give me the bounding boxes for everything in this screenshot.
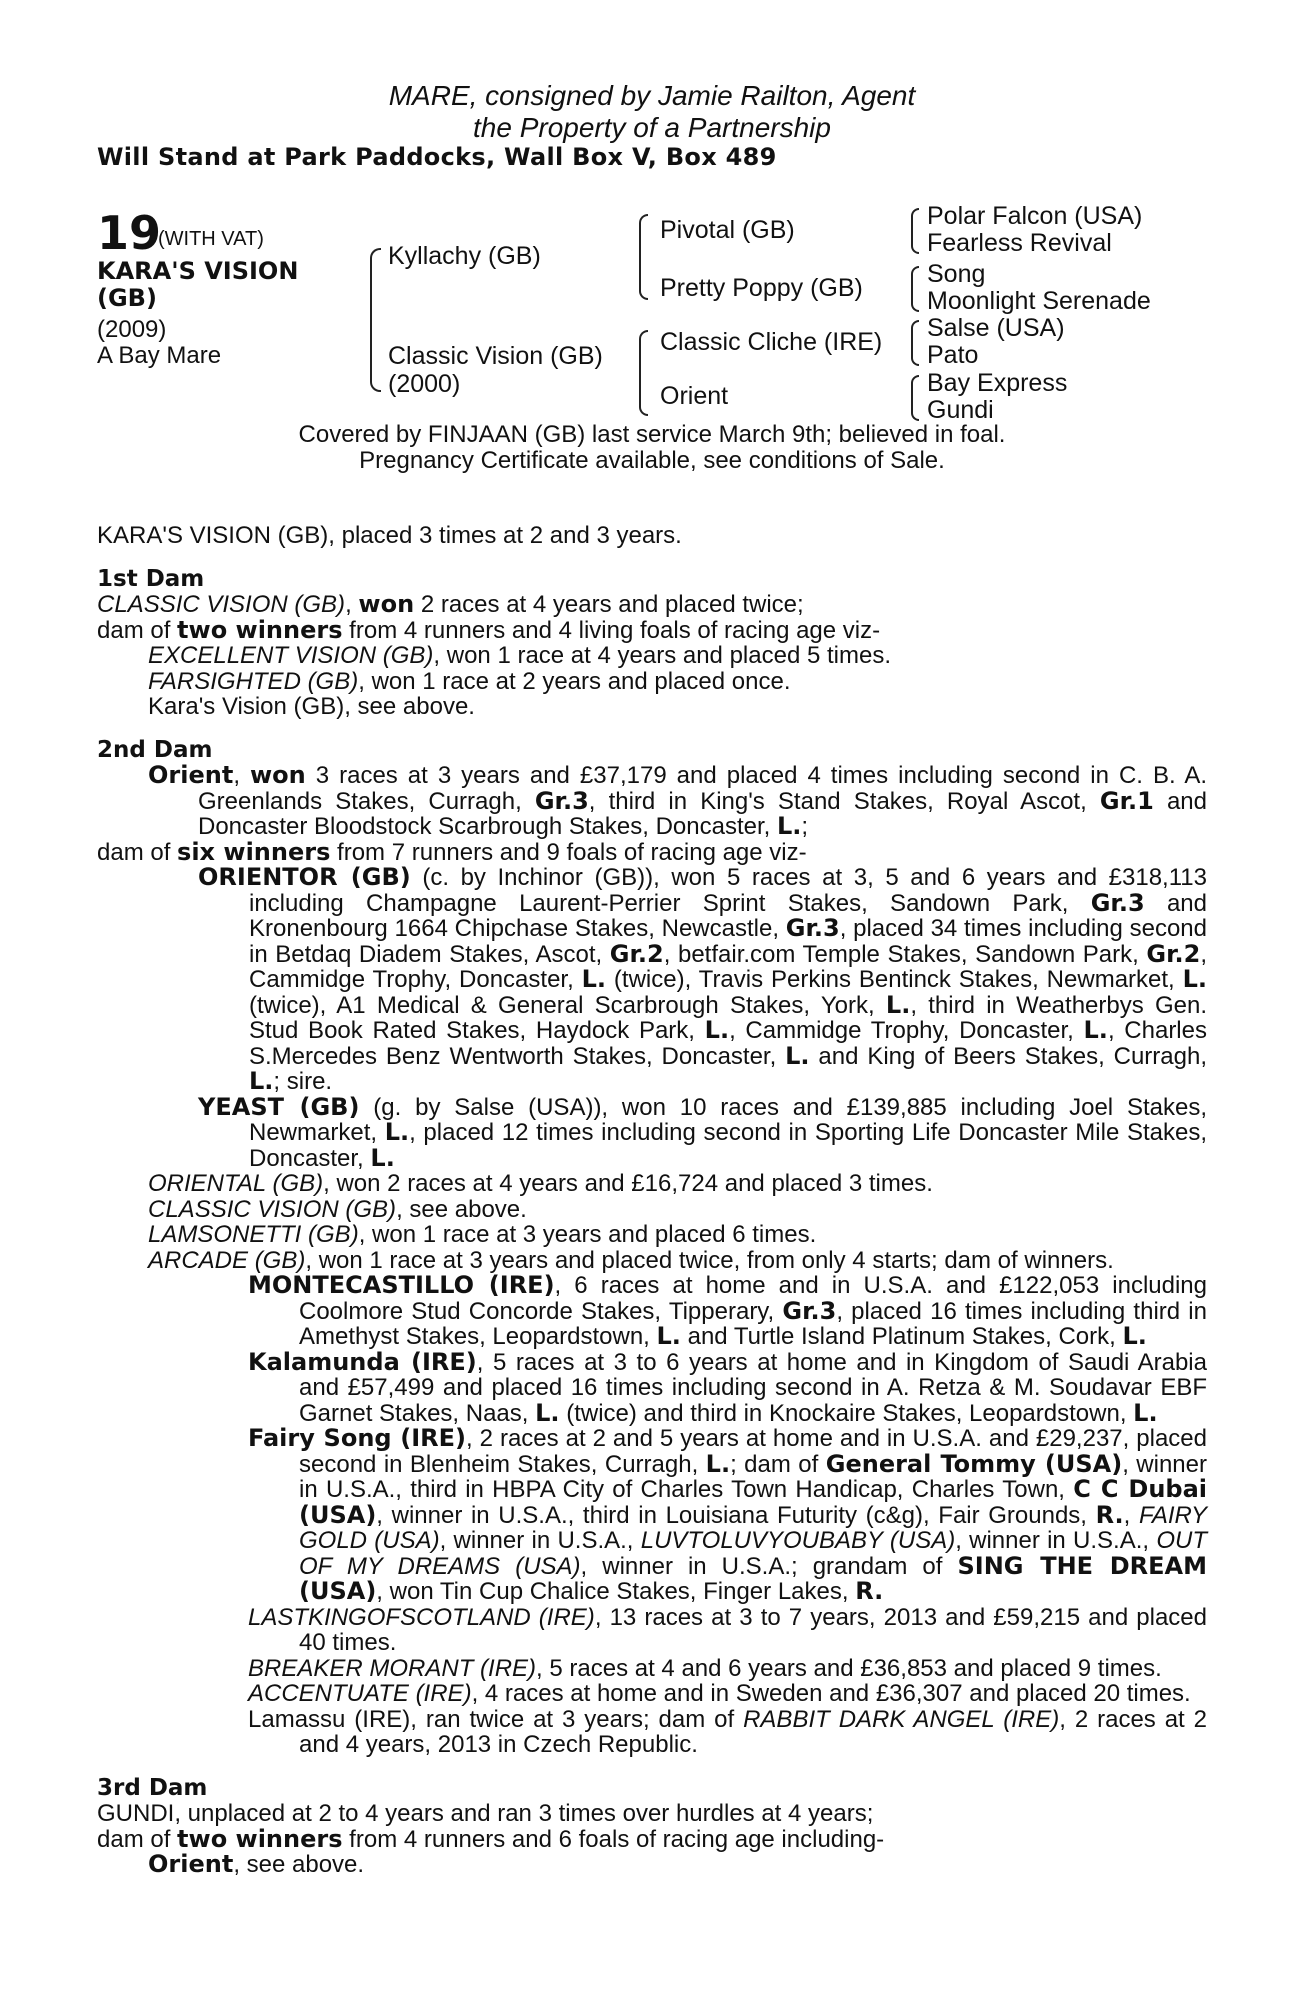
produce-breaker-morant: BREAKER MORANT (IRE), 5 races at 4 and 6 years and £36,853 and placed 9 times. bbox=[248, 1654, 1162, 1682]
produce-lamassu: Lamassu (IRE), ran twice at 3 years; dam of RABBIT DARK ANGEL (IRE), 2 races at 2 and 4 years, 2013 in Czech Republic. bbox=[248, 1705, 1207, 1758]
produce-karas-vision: Kara's Vision (GB), see above. bbox=[148, 693, 475, 720]
pedigree-g3: Song bbox=[927, 260, 986, 288]
produce-kalamunda: Kalamunda (IRE), 5 races at 3 to 6 years at home and in Kingdom of Saudi Arabia and £57,499 and placed 16 times including second in A. Retza & M. Soudavar EBF Garnet Stakes, Naas, L. (twice) and third in Knockaire Stakes, Leopardstown, L. bbox=[248, 1347, 1207, 1427]
pedigree-g8: Gundi bbox=[927, 396, 994, 424]
second-dam-heading: 2nd Dam bbox=[97, 736, 213, 763]
pregnancy-note: Pregnancy Certificate available, see conditions of Sale. bbox=[359, 447, 945, 474]
brace-g3 bbox=[911, 320, 919, 366]
pedigree-g2: Fearless Revival bbox=[927, 229, 1112, 257]
vat-note: (WITH VAT) bbox=[158, 228, 264, 250]
foaling-year: (2009) bbox=[97, 316, 167, 343]
stand-location: Will Stand at Park Paddocks, Wall Box V, Box 489 bbox=[97, 143, 777, 171]
pedigree-g4: Moonlight Serenade bbox=[927, 287, 1151, 315]
first-dam-record: CLASSIC VISION (GB), won 2 races at 4 years and placed twice; bbox=[97, 590, 804, 618]
produce-oriental: ORIENTAL (GB), won 2 races at 4 years and £16,724 and placed 3 times. bbox=[148, 1170, 933, 1197]
second-dam-record: Orient, won 3 races at 3 years and £37,179 and placed 4 times including second in C. B. A. Greenlands Stakes, Curragh, Gr.3, third in King's Stand Stakes, Royal Ascot, Gr.1 and Doncaster Bloodstock Scarbrough Stakes, Doncaster, L.; bbox=[148, 761, 1208, 840]
produce-yeast: YEAST (GB) (g. by Salse (USA)), won 10 races and £139,885 including Joel Stakes, Newmarket, L., placed 12 times including second in Sporting Life Doncaster Mile Stakes, Doncaster, L. bbox=[198, 1092, 1207, 1172]
brace-g2 bbox=[911, 266, 919, 312]
property-line: the Property of a Partnership bbox=[473, 112, 831, 143]
lot-number: 19 bbox=[97, 206, 162, 260]
produce-accentuate: ACCENTUATE (IRE), 4 races at home and in Sweden and £36,307 and placed 20 times. bbox=[248, 1680, 1191, 1707]
second-dam-produce: dam of six winners from 7 runners and 9 foals of racing age viz- bbox=[97, 837, 807, 866]
third-dam-record: GUNDI, unplaced at 2 to 4 years and ran 3 times over hurdles at 4 years; bbox=[97, 1800, 874, 1827]
pedigree-notes bbox=[97, 523, 1207, 1878]
produce-classic-vision: CLASSIC VISION (GB), see above. bbox=[148, 1195, 527, 1223]
produce-farsighted: FARSIGHTED (GB), won 1 race at 2 years and placed once. bbox=[148, 667, 791, 695]
produce-fairy-song: Fairy Song (IRE), 2 races at 2 and 5 years at home and in U.S.A. and £29,237, placed second in Blenheim Stakes, Curragh, L.; dam of General Tommy (USA), winner in U.S.A., third in HBPA City of Charles Town Handicap, Charles Town, C C Dubai (USA), winner in U.S.A., third in Louisiana Futurity (c&g), Fair Grounds, R., FAIRY GOLD (USA), winner in U.S.A., LUVTOLUVYOUBABY (USA), winner in U.S.A., OUT OF MY DREAMS (USA), winner in U.S.A.; grandam of SING THE DREAM (USA), won Tin Cup Chalice Stakes, Finger Lakes, R. bbox=[248, 1424, 1208, 1605]
dam-parents-brace bbox=[639, 330, 648, 416]
brace-g4 bbox=[911, 375, 919, 421]
produce-lastkingofscotland: LASTKINGOFSCOTLAND (IRE), 13 races at 3 to 7 years, 2013 and £59,215 and placed 40 times. bbox=[248, 1603, 1208, 1656]
horse-name: KARA'S VISION (GB) bbox=[97, 257, 299, 312]
pedigree-dam-year: (2000) bbox=[388, 370, 461, 398]
first-dam-heading: 1st Dam bbox=[97, 565, 205, 592]
produce-lamsonetti: LAMSONETTI (GB), won 1 race at 3 years and placed 6 times. bbox=[148, 1221, 817, 1248]
pedigree-g7: Bay Express bbox=[927, 369, 1068, 397]
third-dam-heading: 3rd Dam bbox=[97, 1774, 208, 1801]
sire-parents-brace bbox=[639, 214, 648, 300]
sire-dam-brace bbox=[370, 248, 381, 392]
pedigree-g1: Polar Falcon (USA) bbox=[927, 202, 1143, 230]
produce-arcade: ARCADE (GB), won 1 race at 3 years and placed twice, from only 4 starts; dam of winners. bbox=[148, 1246, 1114, 1274]
produce-montecastillo: MONTECASTILLO (IRE), 6 races at home and in U.S.A. and £122,053 including Coolmore Stud Concorde Stakes, Tipperary, Gr.3, placed 16 times including third in Amethyst Stakes, Leopardstown, L. and Turtle Island Platinum Stakes, Cork, L. bbox=[248, 1271, 1207, 1350]
pedigree-sire: Kyllachy (GB) bbox=[388, 242, 541, 270]
pedigree-dam: Classic Vision (GB) bbox=[388, 342, 603, 370]
pedigree-g6: Pato bbox=[927, 341, 979, 369]
third-dam-produce: dam of two winners from 4 runners and 6 foals of racing age including- bbox=[97, 1824, 885, 1853]
pedigree-dam-dam: Orient bbox=[660, 382, 729, 410]
produce-orient: Orient, see above. bbox=[148, 1850, 365, 1878]
pedigree-sire-dam: Pretty Poppy (GB) bbox=[660, 274, 863, 302]
pedigree-sire-sire: Pivotal (GB) bbox=[660, 216, 795, 244]
pedigree-dam-sire: Classic Cliche (IRE) bbox=[660, 328, 883, 356]
produce-excellent-vision: EXCELLENT VISION (GB), won 1 race at 4 years and placed 5 times. bbox=[148, 642, 891, 669]
brace-g1 bbox=[911, 208, 919, 254]
produce-orientor: ORIENTOR (GB) (c. by Inchinor (GB)), won 5 races at 3, 5 and 6 years and £318,113 including Champagne Laurent-Perrier Sprint Stakes, Sandown Park, Gr.3 and Kronenbourg 1664 Chipchase Stakes, Newcastle, Gr.3, placed 34 times including second in Betdaq Diadem Stakes, Ascot, Gr.2, betfair.com Temple Stakes, Sandown Park, Gr.2, Cammidge Trophy, Doncaster, L. (twice), Travis Perkins Bentinck Stakes, Newmarket, L. (twice), A1 Medical & General Scarbrough Stakes, York, L., third in Weatherbys Gen. Stud Book Rated Stakes, Haydock Park, L., Cammidge Trophy, Doncaster, L., Charles S.Mercedes Benz Wentworth Stakes, Doncaster, L. and King of Beers Stakes, Curragh, L.; sire. bbox=[198, 863, 1208, 1095]
race-summary: KARA'S VISION (GB), placed 3 times at 2 and 3 years. bbox=[97, 522, 682, 549]
first-dam-produce: dam of two winners from 4 runners and 4 living foals of racing age viz- bbox=[97, 615, 881, 644]
covered-note: Covered by FINJAAN (GB) last service March 9th; believed in foal. bbox=[298, 421, 1006, 448]
pedigree-g5: Salse (USA) bbox=[927, 314, 1065, 342]
horse-description: A Bay Mare bbox=[97, 342, 222, 369]
consignor-line: MARE, consigned by Jamie Railton, Agent bbox=[388, 80, 916, 111]
